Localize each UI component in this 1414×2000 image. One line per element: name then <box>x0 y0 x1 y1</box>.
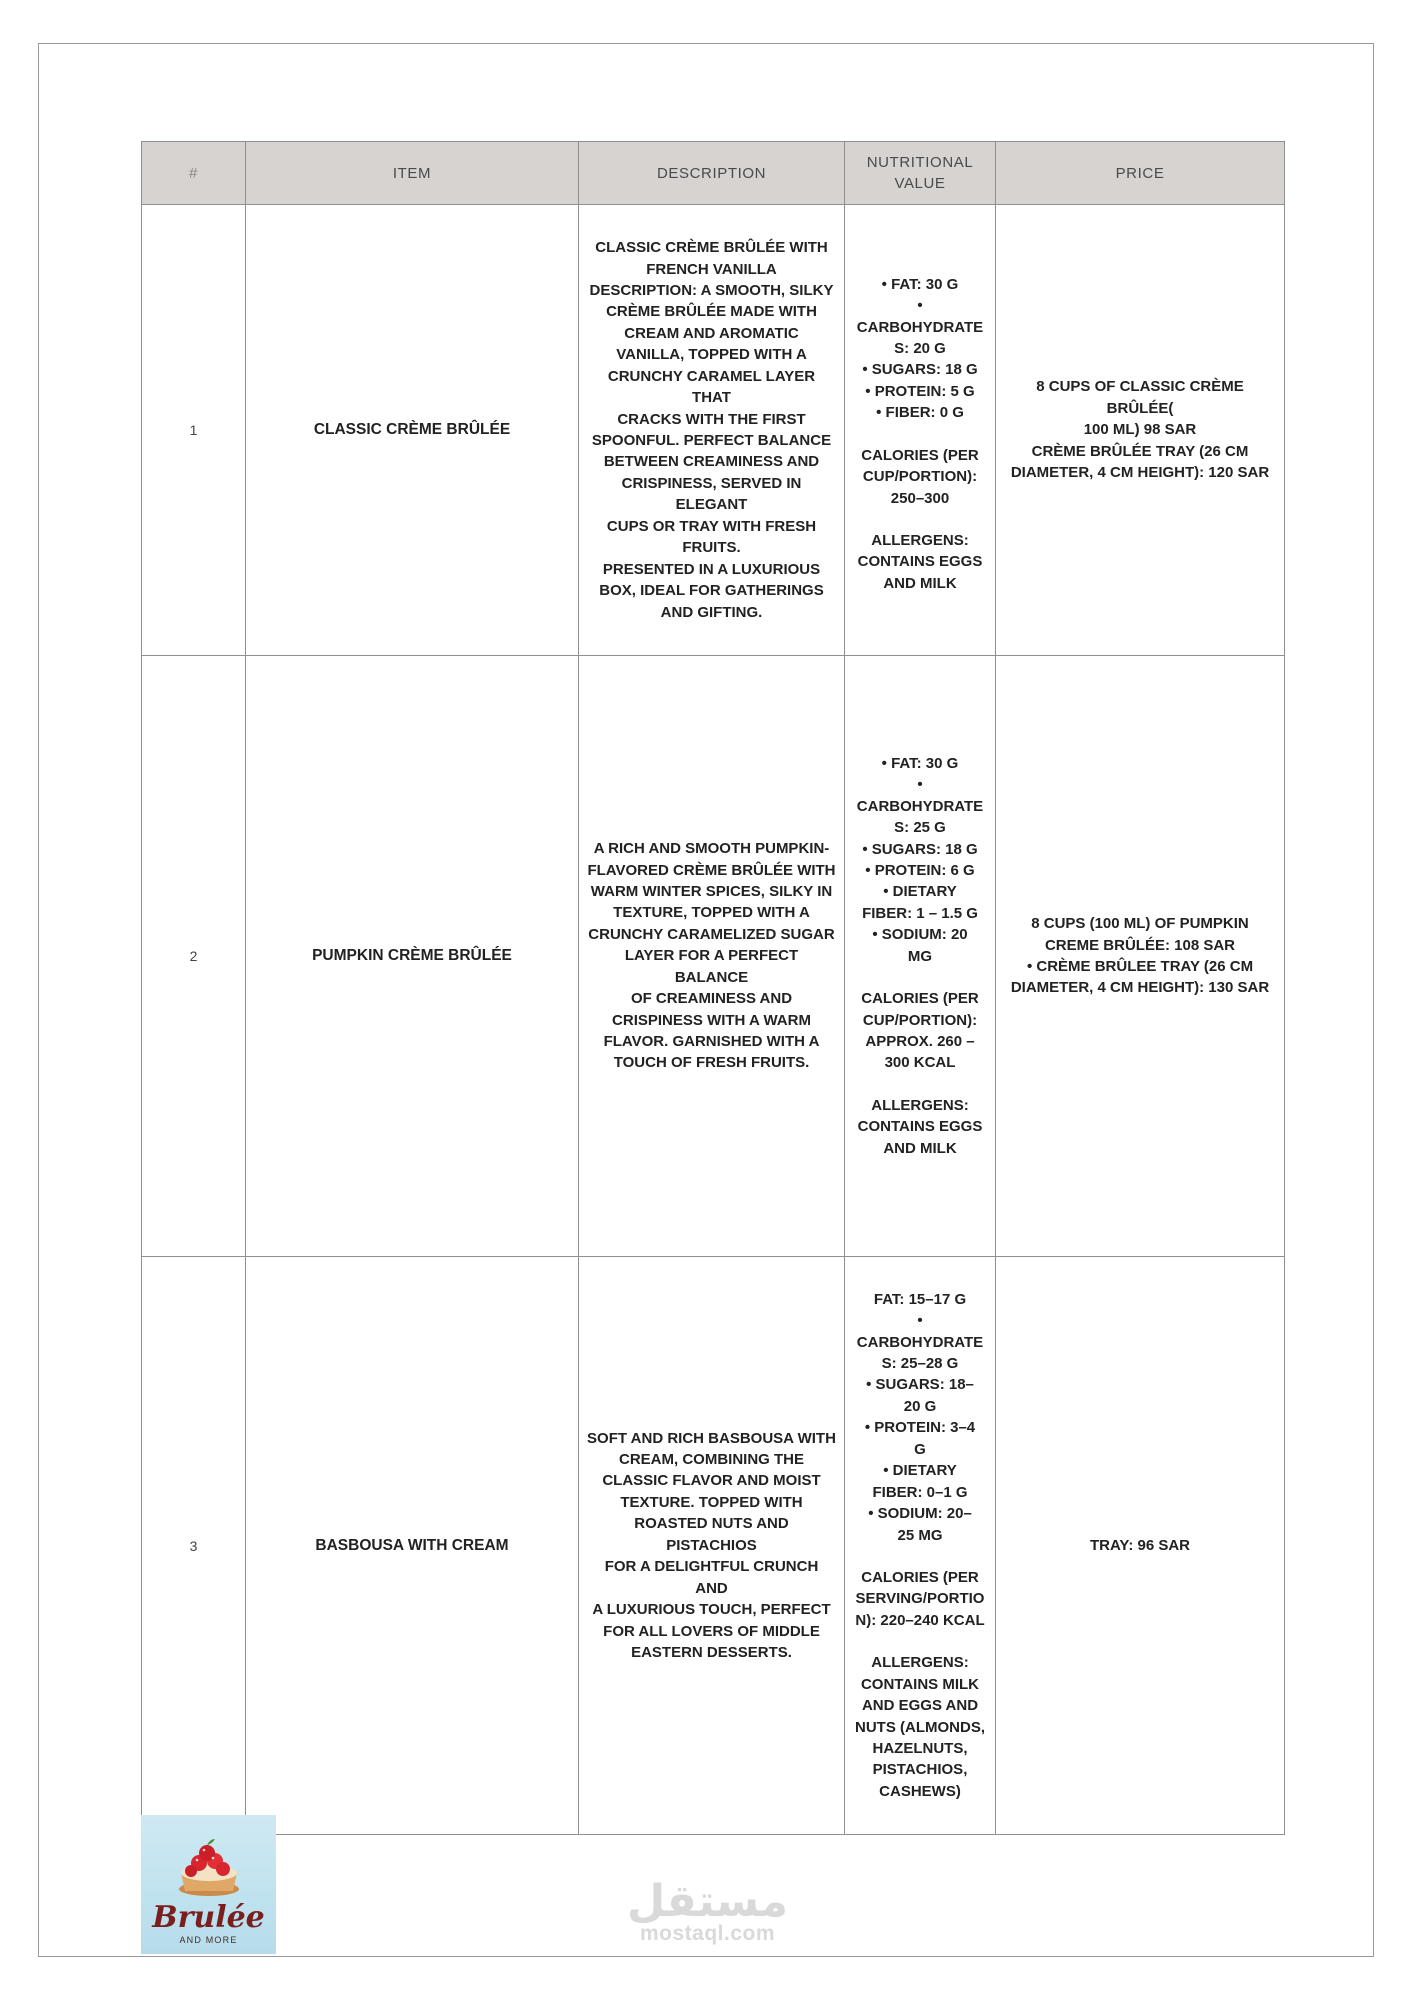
header-item: ITEM <box>246 142 579 205</box>
row-number: 3 <box>142 1257 246 1835</box>
item-description <box>579 1257 845 1835</box>
table-row <box>142 1257 1285 1835</box>
text-line: CUP/PORTION): <box>862 1011 978 1029</box>
text-line: DIAMETER, 4 CM HEIGHT): 120 SAR <box>1010 464 1270 482</box>
text-line: DIAMETER, 4 CM HEIGHT): 130 SAR <box>1010 979 1270 997</box>
text-line: PRESENTED IN A LUXURIOUS <box>602 560 821 578</box>
item-name: CLASSIC CRÈME BRÛLÉE <box>246 205 579 656</box>
text-line: • FIBER: 0 G <box>876 404 964 422</box>
brand-name: Brulée <box>152 1900 265 1935</box>
text-line: • <box>917 297 923 315</box>
text-line: CRUNCHY CARAMEL LAYER THAT <box>607 367 816 407</box>
text-line: LAYER FOR A PERFECT BALANCE <box>624 947 799 986</box>
header-nutritional-value: NUTRITIONAL VALUE <box>845 142 996 205</box>
text-line: CRISPINESS, SERVED IN ELEGANT <box>621 474 802 514</box>
text-line: CREME BRÛLÉE: 108 SAR <box>1044 936 1236 954</box>
text-line: CRÈME BRÛLÉE TRAY (26 CM <box>1031 442 1249 460</box>
text-line: 300 KCAL <box>884 1054 956 1072</box>
brand-tagline: AND MORE <box>179 1935 238 1945</box>
menu-table <box>141 141 1285 1835</box>
text-line: 100 ML) 98 SAR <box>1083 421 1197 439</box>
text-line: FOR ALL LOVERS OF MIDDLE <box>603 1622 820 1640</box>
table-row <box>142 656 1285 1257</box>
table-header-row <box>142 142 1285 205</box>
item-price <box>996 1257 1285 1835</box>
text-line: • FAT: 30 G <box>881 275 959 293</box>
text-line <box>853 424 987 445</box>
item-price <box>996 205 1285 656</box>
text-line: MG <box>907 947 933 965</box>
watermark <box>620 1876 795 1946</box>
text-line: CARBOHYDRATE <box>856 797 984 815</box>
text-line: S: 25–28 G <box>881 1355 959 1372</box>
text-line: • SODIUM: 20 <box>872 926 968 944</box>
text-line: • PROTEIN: 6 G <box>865 861 975 879</box>
text-line: 8 CUPS (100 ML) OF PUMPKIN <box>1031 915 1249 933</box>
text-line: • SUGARS: 18– <box>866 1376 974 1394</box>
text-line <box>853 1631 987 1652</box>
header-description: DESCRIPTION <box>579 142 845 205</box>
text-line: • <box>917 776 923 794</box>
text-line: CRACKS WITH THE FIRST <box>617 410 806 428</box>
text-line: AND MILK <box>883 1139 957 1157</box>
tart-icon <box>169 1829 249 1901</box>
text-line: 8 CUPS OF CLASSIC CRÈME BRÛLÉE( <box>1036 378 1244 417</box>
text-line: AND EGGS AND <box>861 1697 979 1715</box>
text-line: • <box>917 1312 923 1330</box>
item-description <box>579 205 845 656</box>
watermark-arabic: مستقل <box>627 1876 788 1927</box>
text-line: VANILLA, TOPPED WITH A <box>616 346 807 364</box>
text-line: • PROTEIN: 5 G <box>865 382 975 400</box>
text-line: SOFT AND RICH BASBOUSA WITH <box>587 1429 836 1447</box>
text-line: FAT: 15–17 G <box>873 1290 967 1308</box>
text-line: • PROTEIN: 3–4 <box>864 1419 976 1437</box>
text-line: G <box>914 1440 926 1458</box>
text-line <box>853 967 987 988</box>
text-line: WARM WINTER SPICES, SILKY IN <box>590 882 833 900</box>
text-line: TOUCH OF FRESH FRUITS. <box>613 1054 810 1072</box>
row-number: 2 <box>142 656 246 1257</box>
item-name: PUMPKIN CRÈME BRÛLÉE <box>246 656 579 1257</box>
item-description <box>579 656 845 1257</box>
row-number: 1 <box>142 205 246 656</box>
text-line: CRÈME BRÛLÉE MADE WITH <box>606 303 817 321</box>
text-line: AND GIFTING. <box>660 603 763 621</box>
text-line: FIBER: 0–1 G <box>872 1483 968 1501</box>
item-nutrition <box>845 1257 996 1835</box>
text-line: 20 G <box>903 1397 937 1415</box>
text-line: FIBER: 1 – 1.5 G <box>862 904 978 922</box>
text-line: TEXTURE. TOPPED WITH <box>620 1493 803 1511</box>
text-line: SERVING/PORTIO <box>855 1590 985 1608</box>
text-line: ALLERGENS: <box>871 1654 969 1672</box>
text-line: TRAY: 96 SAR <box>1089 1536 1191 1554</box>
text-line: HAZELNUTS, <box>872 1740 968 1757</box>
item-nutrition <box>845 656 996 1257</box>
text-line: • SODIUM: 20– <box>868 1505 972 1523</box>
text-line: 25 MG <box>897 1526 943 1544</box>
text-line: ALLERGENS: <box>871 1096 969 1114</box>
text-line: CREAM AND AROMATIC <box>624 324 799 342</box>
text-line: BETWEEN CREAMINESS AND <box>603 453 820 471</box>
text-line: ROASTED NUTS AND PISTACHIOS <box>634 1515 789 1554</box>
text-line: CONTAINS EGGS <box>857 553 983 571</box>
text-line: EASTERN DESSERTS. <box>631 1643 792 1661</box>
text-line: CASHEWS) <box>879 1782 961 1800</box>
text-line: FRUITS. <box>682 539 741 557</box>
item-name: BASBOUSA WITH CREAM <box>246 1257 579 1835</box>
text-line: CUPS OR TRAY WITH FRESH <box>606 517 817 535</box>
text-line: A RICH AND SMOOTH PUMPKIN- <box>593 840 830 858</box>
text-line: FLAVOR. GARNISHED WITH A <box>603 1033 820 1051</box>
text-line: TEXTURE, TOPPED WITH A <box>613 904 810 922</box>
text-line: CALORIES (PER <box>861 990 979 1008</box>
text-line: • CRÈME BRÛLEE TRAY (26 CM <box>1026 958 1254 975</box>
watermark-latin: mostaql.com <box>639 1922 776 1945</box>
text-line: CLASSIC FLAVOR AND MOIST <box>602 1472 821 1490</box>
text-line: CRISPINESS WITH A WARM <box>612 1011 811 1029</box>
header-price: PRICE <box>996 142 1285 205</box>
text-line: • SUGARS: 18 G <box>862 361 978 379</box>
text-line: CLASSIC CRÈME BRÛLÉE WITH <box>595 239 828 257</box>
text-line: A LUXURIOUS TOUCH, PERFECT <box>592 1601 831 1619</box>
text-line: FOR A DELIGHTFUL CRUNCH AND <box>604 1558 819 1597</box>
text-line: CALORIES (PER <box>861 446 979 464</box>
item-price <box>996 656 1285 1257</box>
text-line: • FAT: 30 G <box>881 754 959 772</box>
text-line: PISTACHIOS, <box>872 1761 968 1779</box>
text-line: CARBOHYDRATE <box>856 318 984 336</box>
text-line: OF CREAMINESS AND <box>630 990 793 1008</box>
text-line: NUTS (ALMONDS, <box>855 1718 985 1736</box>
text-line: • SUGARS: 18 G <box>862 840 978 858</box>
text-line: CREAM, COMBINING THE <box>619 1451 804 1469</box>
table-row <box>142 205 1285 656</box>
text-line: S: 25 G <box>894 819 946 837</box>
text-line: 250–300 <box>890 489 950 507</box>
text-line <box>853 1074 987 1095</box>
text-line: • DIETARY <box>883 883 957 901</box>
text-line <box>853 1546 987 1567</box>
brand-logo <box>141 1815 276 1954</box>
text-line: • DIETARY <box>883 1462 957 1480</box>
text-line: CUP/PORTION): <box>862 468 978 486</box>
text-line: SPOONFUL. PERFECT BALANCE <box>591 432 832 449</box>
header-number: # <box>142 142 246 205</box>
item-nutrition <box>845 205 996 656</box>
text-line: FRENCH VANILLA <box>646 260 777 278</box>
text-line: FLAVORED CRÈME BRÛLÉE WITH <box>587 861 836 879</box>
text-line: N): 220–240 KCAL <box>855 1611 985 1629</box>
text-line: DESCRIPTION: A SMOOTH, SILKY <box>589 281 834 299</box>
text-line: APPROX. 260 – <box>865 1033 975 1051</box>
text-line: CONTAINS EGGS <box>857 1118 983 1136</box>
text-line: CARBOHYDRATE <box>856 1333 984 1351</box>
text-line: CRUNCHY CARAMELIZED SUGAR <box>588 925 835 943</box>
text-line: S: 20 G <box>894 339 946 357</box>
text-line <box>853 509 987 530</box>
text-line: AND MILK <box>883 574 957 592</box>
text-line: ALLERGENS: <box>871 532 969 550</box>
text-line: BOX, IDEAL FOR GATHERINGS <box>599 582 824 600</box>
text-line: CONTAINS MILK <box>860 1675 980 1693</box>
text-line: CALORIES (PER <box>861 1568 979 1586</box>
